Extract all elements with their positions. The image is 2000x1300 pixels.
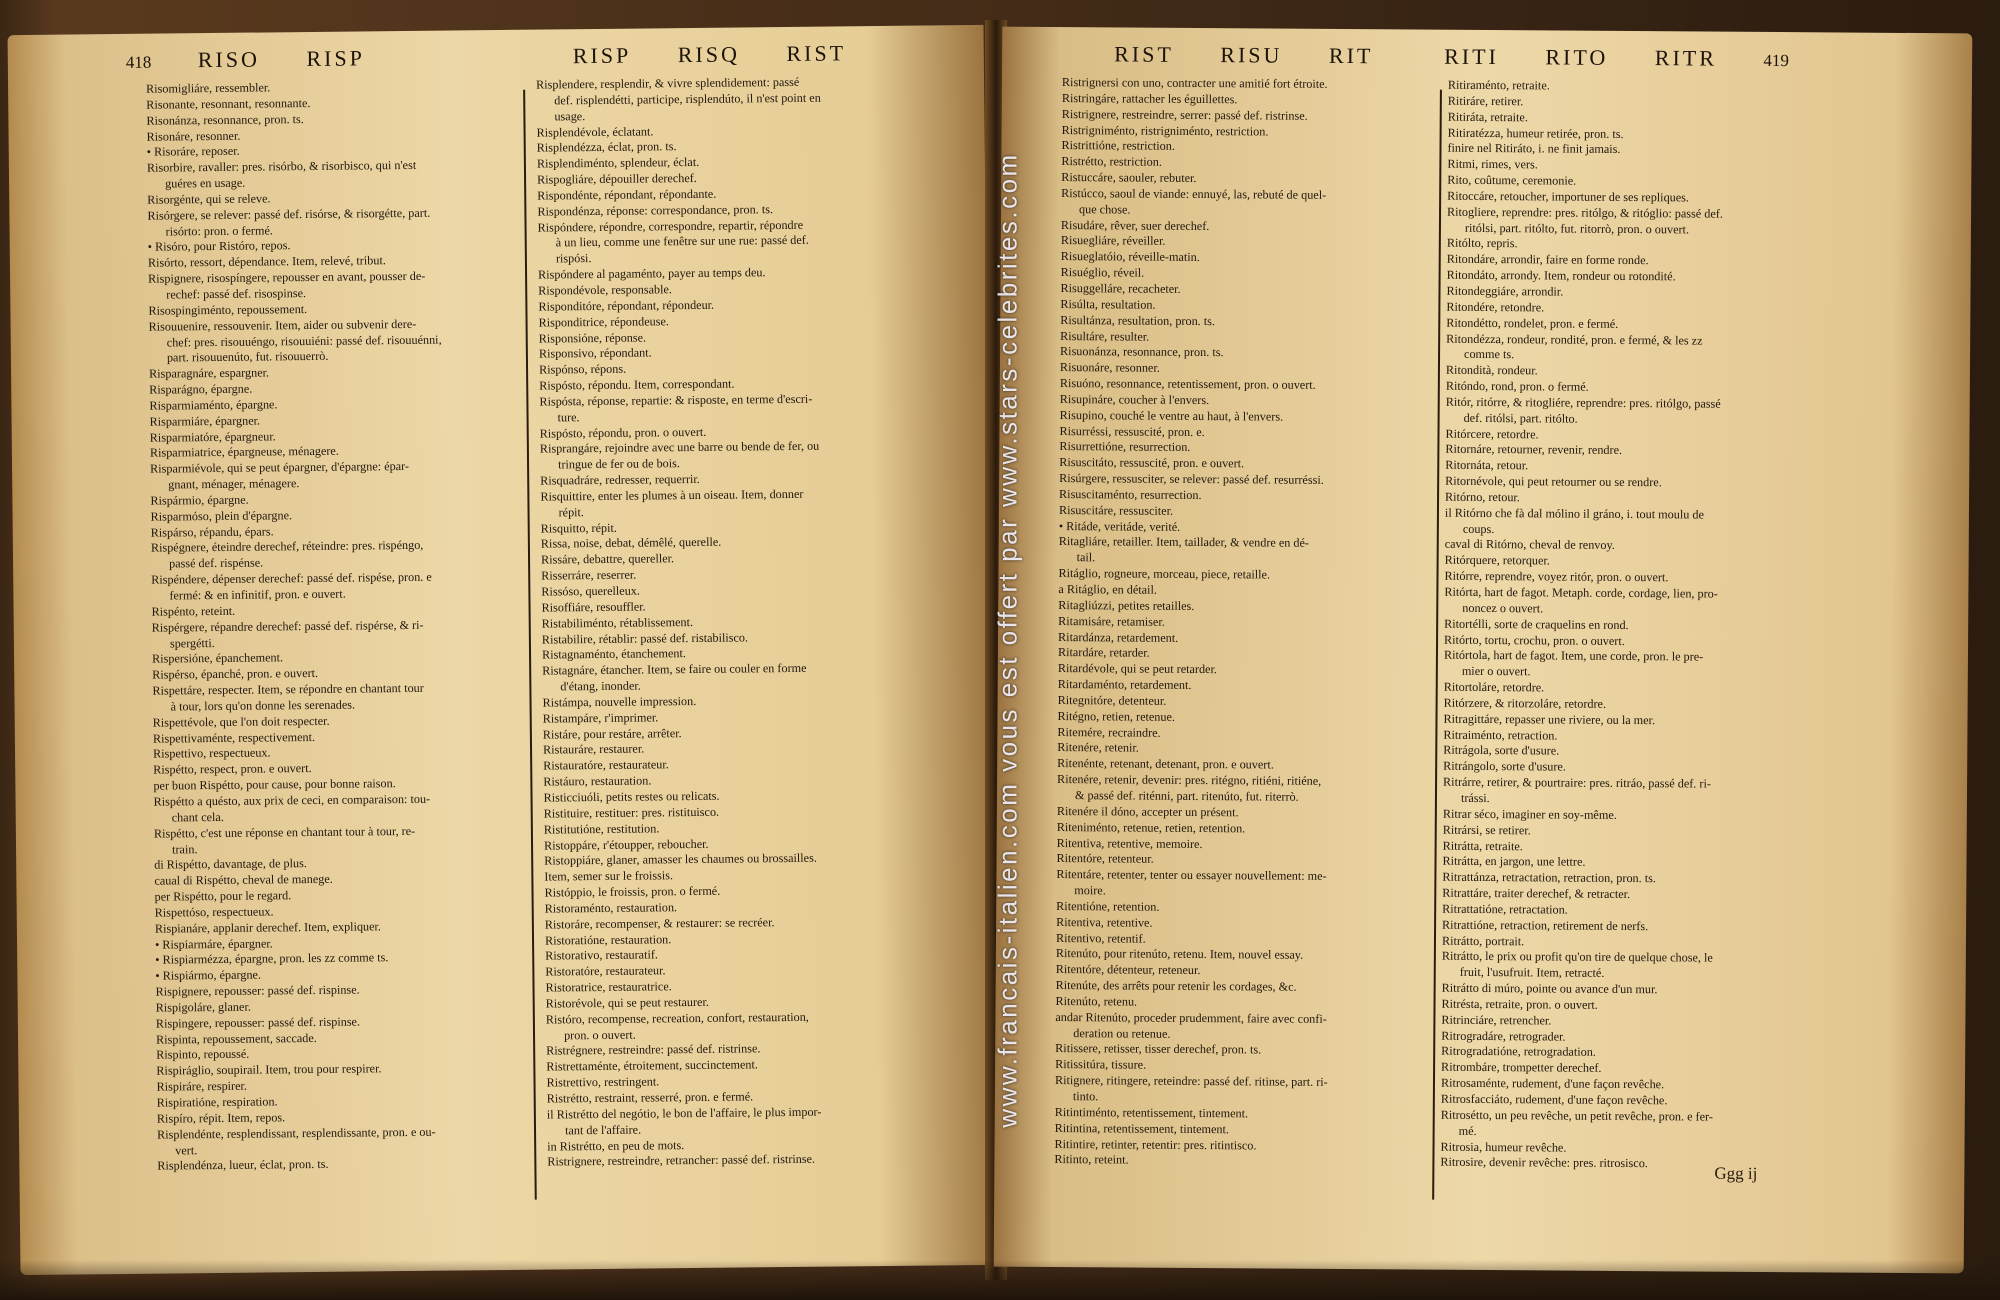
dictionary-line: Ristrétto, restraint, resserré, pron. e fermé. <box>546 1089 754 1106</box>
dictionary-line: il Ristrétto del negótio, le bon de l'affaire, le plus impor- <box>546 1104 822 1122</box>
dictionary-line: Risomigliáre, ressembler. <box>146 80 271 96</box>
dictionary-line: trássi. <box>1460 790 1490 806</box>
dictionary-line: Risórto, ressort, dépendance. Item, relevé, tribut. <box>147 253 386 270</box>
dictionary-line: Rispiratióne, respiration. <box>156 1094 278 1110</box>
dictionary-line: Risuóno, resonnance, retentissement, pron. o ouvert. <box>1059 376 1316 392</box>
dictionary-line: Ritondétto, rondelet, pron. e fermé. <box>1446 315 1619 331</box>
dictionary-line: Ritrinciáre, retrencher. <box>1441 1012 1552 1028</box>
dictionary-line: Ritrattióne, retraction, retirement de nerfs. <box>1442 917 1649 933</box>
dictionary-line: Ritrársi, se retirer. <box>1442 822 1531 837</box>
dictionary-line: coups. <box>1462 521 1495 536</box>
dictionary-line: Risquitto, répit. <box>540 520 617 536</box>
dictionary-line: pron. o ouvert. <box>563 1027 636 1042</box>
dictionary-line: Ristóppio, le froissis, pron. o fermé. <box>544 883 721 900</box>
dictionary-line: Ritrosia, humeur revêche. <box>1440 1139 1567 1155</box>
dictionary-line: Risudáre, rêver, suer derechef. <box>1060 217 1210 233</box>
dictionary-line: Ristrignere, restreindre, retrancher: passé def. ristrinse. <box>547 1152 816 1169</box>
dictionary-line: Ritondézza, rondeur, rondité, pron. e fermé, & les zz <box>1446 331 1703 348</box>
dictionary-line: Ristrétto, restriction. <box>1061 154 1162 169</box>
dictionary-line: Ritrátto, portrait. <box>1441 933 1525 948</box>
dictionary-line: Ritinto, reteint. <box>1054 1152 1129 1167</box>
dictionary-line: Risorgénte, qui se releve. <box>147 191 271 207</box>
dictionary-line: Rispinta, repoussement, saccade. <box>155 1030 317 1047</box>
dictionary-line: fermé: & en infinitif, pron. e ouvert. <box>169 586 346 603</box>
dictionary-line: Risonánza, resonnance, pron. ts. <box>146 111 304 128</box>
dictionary-line: Rispianáre, applanir derechef. Item, expliquer. <box>154 919 382 936</box>
dictionary-line: Ritrátto, le prix ou profit qu'on tire de quelque chose, le <box>1441 949 1713 966</box>
dictionary-line: Ritór, ritórre, & ritogliére, reprendre: pres. ritólgo, passé <box>1445 394 1721 411</box>
dictionary-line: Ritentiva, retentive, memoire. <box>1056 835 1203 851</box>
dictionary-line: Ristáuro, restauration. <box>543 773 652 789</box>
dictionary-line: Risupináre, coucher à l'envers. <box>1059 391 1210 407</box>
dictionary-line: spergétti. <box>169 635 215 651</box>
dictionary-line: Risplendénte, resplendissant, resplendissante, pron. e ou- <box>156 1124 436 1142</box>
dictionary-line: noncez o ouvert. <box>1462 600 1544 616</box>
dictionary-line: Risplendiménto, splendeur, éclat. <box>536 155 700 171</box>
dictionary-line: Ritrátto di múro, pointe ou avance d'un mur. <box>1441 980 1658 997</box>
dictionary-line: Ritentivo, retentif. <box>1055 930 1146 946</box>
dictionary-line: Ristoratóre, restaurateur. <box>545 963 666 979</box>
dictionary-line: rispósi. <box>555 251 592 266</box>
dictionary-line: Ritólto, repris. <box>1446 236 1518 251</box>
right-column-1 <box>1054 75 1434 1171</box>
dictionary-line: Ritiratézza, humeur retirée, pron. ts. <box>1447 125 1624 141</box>
dictionary-line: Risonante, resonnant, resonnante. <box>146 95 311 112</box>
dictionary-line: Ritáglio, rogneure, morceau, piece, retaille. <box>1058 566 1271 582</box>
dictionary-line: Rispettóso, respectueux. <box>154 904 274 920</box>
dictionary-line: Risparmiaménto, épargne. <box>149 397 278 413</box>
dictionary-line: def. ritólsi, part. ritólto. <box>1463 410 1578 426</box>
dictionary-line: Ritórta, hart de fagot. Metaph. corde, cordage, lien, pro- <box>1444 584 1718 601</box>
dictionary-line: chant cela. <box>171 809 224 825</box>
dictionary-line: ture. <box>557 409 580 425</box>
dictionary-line: Risuonánza, resonnance, pron. ts. <box>1060 344 1224 360</box>
dictionary-line: Ritórzere, & ritorzoláre, retordre. <box>1443 695 1607 711</box>
dictionary-line: Ritintina, retentissement, tintement. <box>1054 1120 1230 1136</box>
header-word: RITO <box>1545 44 1609 70</box>
dictionary-line: Riteniménto, retenue, retien, retention. <box>1056 819 1246 836</box>
dictionary-line: Rispénto, reteint. <box>151 603 236 619</box>
header-word: RITR <box>1654 45 1718 71</box>
dictionary-line: per Rispétto, pour le regard. <box>154 888 292 904</box>
dictionary-line: Risplendénza, lueur, éclat, pron. ts. <box>157 1157 329 1174</box>
dictionary-line: Risplendévole, éclatant. <box>536 123 654 140</box>
dictionary-line: in Ristrétto, en peu de mots. <box>547 1137 685 1154</box>
dictionary-line: Risupino, couché le ventre au haut, à l'envers. <box>1059 407 1284 424</box>
dictionary-line: Ritórquere, retorquer. <box>1444 553 1550 568</box>
dictionary-line: Rispíro, répit. Item, repos. <box>156 1110 286 1126</box>
dictionary-line: risórto: pron. o fermé. <box>165 222 273 239</box>
dictionary-line: Risorbire, ravaller: pres. risórbo, & risorbisco, qui n'est <box>146 158 417 175</box>
dictionary-line: répit. <box>558 504 585 520</box>
dictionary-line: Rispérso, épanché, pron. e ouvert. <box>152 666 319 682</box>
dictionary-line: Ritrátta, retraite. <box>1442 838 1523 853</box>
dictionary-line: Ritrosfacciáto, rudement, d'une façon revêche. <box>1440 1091 1668 1108</box>
dictionary-line: Ristitutióne, restitution. <box>543 821 660 837</box>
dictionary-line: Risurrettióne, resurrection. <box>1059 439 1191 455</box>
dictionary-line: Ritórre, reprendre, voyez ritór, pron. o ouvert. <box>1444 568 1669 585</box>
dictionary-line: Ritentóre, détenteur, reteneur. <box>1055 962 1201 978</box>
dictionary-line: Ritortélli, sorte de craquelins en rond. <box>1444 616 1629 632</box>
right-page-number: 419 <box>1763 50 1790 71</box>
dictionary-line: d'étang, inonder. <box>560 678 641 694</box>
dictionary-line: Rissóso, querelleux. <box>541 583 640 599</box>
dictionary-line: Ristagnaménto, étanchement. <box>541 646 686 662</box>
header-word: RIST <box>786 40 847 66</box>
signature-mark: Ggg ij <box>1714 1163 1758 1183</box>
dictionary-line: caval di Ritórno, cheval de renvoy. <box>1444 537 1615 553</box>
dictionary-line: Ritégno, retien, retenue. <box>1057 708 1176 724</box>
dictionary-line: tringue de fer ou de bois. <box>557 456 680 472</box>
dictionary-line: Risquittire, enter les plumes à un oiseau. Item, donner <box>540 486 804 504</box>
dictionary-line: Ritiráre, retirer. <box>1447 93 1524 109</box>
dictionary-line: Ritamisáre, retamiser. <box>1058 613 1165 629</box>
dictionary-line: Risospingiménto, repoussement. <box>148 301 308 318</box>
dictionary-line: Risuonáre, resonner. <box>1059 360 1160 375</box>
dictionary-line: tail. <box>1076 550 1096 565</box>
dictionary-line: mé. <box>1458 1123 1477 1138</box>
dictionary-line: Ristoppiáre, glaner, amasser les chaumes ou brossailles. <box>544 851 817 868</box>
dictionary-line: tant de l'affaire. <box>564 1122 642 1138</box>
dictionary-line: Risultáre, resulter. <box>1060 328 1150 344</box>
dictionary-line: Ritenúto, retenu. <box>1055 993 1138 1009</box>
dictionary-line: Risparmóso, plein d'épargne. <box>150 507 293 524</box>
dictionary-line: Ristrigniménto, ristrigniménto, restriction. <box>1061 122 1269 139</box>
dictionary-line: Risultánza, resultation, pron. ts. <box>1060 312 1216 328</box>
dictionary-line: Rispondénte, répondant, répondante. <box>537 186 717 203</box>
header-word: RISP <box>306 45 366 72</box>
dictionary-line: Rispétto a quésto, aux prix de ceci, en comparaison: tou- <box>153 791 431 809</box>
dictionary-line: finire nel Ritiráto, i. ne finit jamais. <box>1447 141 1621 157</box>
dictionary-line: Rispogliáre, dépouiller derechef. <box>537 170 697 187</box>
dictionary-line: Ristauratóre, restaurateur. <box>543 757 669 773</box>
dictionary-line: a Ritáglio, en détail. <box>1058 582 1157 597</box>
dictionary-line: Rispignere, risospíngere, repousser en avant, pousser de- <box>148 268 426 286</box>
dictionary-line: Ritórcere, retordre. <box>1445 426 1539 441</box>
header-word: RISU <box>1220 42 1283 68</box>
dictionary-line: Risúlta, resultation. <box>1060 296 1156 312</box>
dictionary-line: Risórgere, se relever: passé def. risórse, & risorgétte, part. <box>147 205 431 223</box>
dictionary-line: chef: pres. risouuéngo, risouuiéni: passé def. risouuénni, <box>166 332 442 349</box>
dictionary-line: Rito, coûtume, ceremonie. <box>1447 172 1577 188</box>
dictionary-line: Ritrombáre, trompetter derechef. <box>1441 1060 1602 1076</box>
dictionary-line: per buon Rispétto, pour cause, pour bonne raison. <box>153 776 396 793</box>
dictionary-line: Risouuenire, ressouvenir. Item, aider ou subvenir dere- <box>148 316 417 334</box>
dictionary-line: Ritondére, retondre. <box>1446 299 1545 315</box>
dictionary-line: Ritentáre, retenter, tenter ou essayer nouvellement: me- <box>1056 867 1327 884</box>
bottom-shadow <box>0 1260 2000 1300</box>
dictionary-line: Ristorativo, restauratif. <box>545 947 658 963</box>
dictionary-line: Rispóndere al pagaménto, payer au temps deu. <box>537 265 766 282</box>
dictionary-line: Ristabiliménto, rétablissement. <box>541 614 694 631</box>
dictionary-line: Rispétto, c'est une réponse en chantant tour à tour, re- <box>153 823 416 841</box>
dictionary-line: Ristúcco, saoul de viande: ennuyé, las, rebuté de quel- <box>1061 185 1327 202</box>
dictionary-line: Ritrosire, devenir revêche: pres. ritrosisco. <box>1440 1155 1648 1171</box>
dictionary-line: Rispérgere, répandre derechef: passé def. rispérse, & ri- <box>151 617 424 635</box>
dictionary-line: Ristabilire, rétablir: passé def. ristabilisco. <box>541 629 749 647</box>
header-word: RISO <box>197 46 261 73</box>
dictionary-line: Ritiraménto, retraite. <box>1447 77 1550 93</box>
dictionary-line: Rispiráre, respirer. <box>156 1078 247 1094</box>
dictionary-line: Ristoppáre, r'étoupper, reboucher. <box>543 836 709 853</box>
dictionary-line: Ritignere, ritingere, reteindre: passé def. ritinse, part. ri- <box>1054 1073 1328 1090</box>
dictionary-line: Rispóndere, répondre, correspondre, repartir, répondre <box>537 217 804 235</box>
dictionary-line: Rispettáre, respecter. Item, se répondre en chantant tour <box>152 680 424 698</box>
dictionary-line: Ritardánza, retardement. <box>1058 629 1179 645</box>
dictionary-line: Ritrosétto, un peu revêche, un petit revêche, pron. e fer- <box>1440 1107 1713 1124</box>
dictionary-line: • Risóro, pour Ristóro, repos. <box>147 238 291 255</box>
dictionary-line: Rispignere, repousser: passé def. rispinse. <box>155 982 360 999</box>
dictionary-line: & passé def. riténni, part. ritenúto, fut. riterrò. <box>1074 788 1299 804</box>
dictionary-line: Ristámpa, nouvelle impression. <box>542 693 697 710</box>
dictionary-line: Ritardaménto, retardement. <box>1057 677 1192 693</box>
dictionary-line: Risuéglio, réveil. <box>1060 265 1145 280</box>
dictionary-line: Ritogliere, reprendre: pres. ritólgo, & ritóglio: passé def. <box>1447 204 1723 221</box>
dictionary-line: Risonáre, resonner. <box>146 128 241 144</box>
dictionary-line: Ritondità, rondeur. <box>1445 362 1538 378</box>
dictionary-line: Ristoratrice, restauratrice. <box>545 979 672 995</box>
dictionary-line: Risplendere, resplendir, & vivre splendidement: passé <box>536 74 800 92</box>
dictionary-line: Ristrittióne, restriction. <box>1061 138 1175 154</box>
dictionary-line: Ritardévole, qui se peut retarder. <box>1057 661 1217 677</box>
dictionary-line: passé def. rispénse. <box>169 555 264 571</box>
dictionary-line: Ristoraménto, restauration. <box>544 900 678 916</box>
dictionary-line: Ritagliáre, retailler. Item, taillader, & vendre en dé- <box>1058 534 1310 551</box>
dictionary-line: Ristampáre, r'imprimer. <box>542 710 659 726</box>
dictionary-line: def. risplendétti, participe, risplendúto, il n'est point en <box>554 90 821 108</box>
dictionary-line: rechef: passé def. risospinse. <box>166 286 307 302</box>
dictionary-line: Ritrattatióne, retractation. <box>1442 901 1568 917</box>
dictionary-line: Risúrgere, ressusciter, se relever: passé def. resurréssi. <box>1059 471 1324 487</box>
dictionary-line: Ristagnáre, étancher. Item, se faire ou couler en forme <box>542 661 807 678</box>
dictionary-line: train. <box>171 841 198 856</box>
dictionary-line: Risparmiatrice, épargneuse, ménagere. <box>149 444 339 461</box>
dictionary-line: Ritentóre, retenteur. <box>1056 851 1154 867</box>
dictionary-line: à tour, lors qu'on donne les serenades. <box>170 697 356 714</box>
dictionary-line: Ritraiménto, retraction. <box>1443 727 1558 743</box>
dictionary-line: Ritragittáre, repasser une riviere, ou la mer. <box>1443 711 1656 727</box>
dictionary-line: Rispónso, répons. <box>538 361 627 377</box>
dictionary-line: Ristringáre, rattacher les éguillettes. <box>1061 90 1238 107</box>
dictionary-line: Ritintire, retinter, retentir: pres. ritintisco. <box>1054 1136 1257 1152</box>
dictionary-line: Ritissere, retisser, tisser derechef, pron. ts. <box>1055 1041 1262 1057</box>
dictionary-line: Rispégnere, éteindre derechef, réteindre: pres. rispéngo, <box>150 538 424 556</box>
dictionary-line: Ritemére, recraindre. <box>1057 724 1161 740</box>
dictionary-line: Risticciuóli, petits restes ou relicats. <box>543 788 720 805</box>
dictionary-line: Risparágno, épargne. <box>149 381 253 397</box>
dictionary-line: Ritrosaménte, rudement, d'une façon revêche. <box>1440 1075 1665 1092</box>
header-word: RITI <box>1444 43 1499 70</box>
dictionary-line: Ristituire, restituer: pres. ristituisco. <box>543 804 720 821</box>
dictionary-line: Ritrar séco, imaginer en soy-même. <box>1442 806 1617 822</box>
dictionary-line: il Ritórno che fà dal mólino il gráno, i. tout moulu de <box>1444 505 1704 522</box>
header-word: RIST <box>1114 41 1174 67</box>
dictionary-line: fruit, l'usufruit. Item, retracté. <box>1459 965 1605 981</box>
dictionary-line: Rispondénza, réponse: correspondance, pron. ts. <box>537 201 774 219</box>
dictionary-line: Ritentióne, retention. <box>1056 898 1160 914</box>
dictionary-line: Risponditrice, répondeuse. <box>538 313 669 330</box>
dictionary-line: que chose. <box>1079 201 1131 217</box>
dictionary-line: Risplendézza, éclat, pron. ts. <box>536 139 677 155</box>
dictionary-line: Ritentiva, retentive. <box>1056 914 1153 930</box>
dictionary-line: Ritagliúzzi, petites retailles. <box>1058 597 1195 613</box>
dictionary-line: à un lieu, comme une fenêtre sur une rue: passé def. <box>555 233 809 250</box>
dictionary-line: Ristoratióne, restauration. <box>544 931 672 948</box>
dictionary-line: Ritrattáre, traiter derechef, & retracter. <box>1442 885 1631 902</box>
dictionary-line: Rissáre, debattre, quereller. <box>540 551 675 567</box>
dictionary-line: Risoffiáre, resouffler. <box>541 599 646 615</box>
dictionary-line: Ritondáto, arrondy. Item, rondeur ou rotondité. <box>1446 267 1676 284</box>
dictionary-line: Ritrogradatióne, retrogradation. <box>1441 1044 1596 1060</box>
dictionary-line: Ristrignersi con uno, contracter une amitié fort étroite. <box>1061 75 1328 91</box>
right-page <box>994 27 1973 1274</box>
dictionary-line: Ritóndo, rond, pron. o fermé. <box>1445 378 1589 394</box>
dictionary-line: Ristoráre, recompenser, & restaurer: se recréer. <box>544 914 775 932</box>
dictionary-line: Ristrignere, restreindre, serrer: passé def. ristrinse. <box>1061 106 1308 123</box>
dictionary-line: part. risouuenúto, fut. risouuerrò. <box>166 349 329 365</box>
dictionary-line: Risuggelláre, recacheter. <box>1060 281 1181 296</box>
dictionary-line: Ritegnitóre, detenteur. <box>1057 692 1167 708</box>
dictionary-line: Ritrágola, sorte d'usure. <box>1443 743 1560 758</box>
dictionary-line: Risurréssi, ressuscité, pron. e. <box>1059 423 1205 439</box>
dictionary-line: • Ritáde, veritáde, verité. <box>1058 518 1181 534</box>
left-column-1 <box>146 78 557 1175</box>
dictionary-line: di Rispétto, davantage, de plus. <box>154 856 307 872</box>
dictionary-line: moire. <box>1074 883 1106 898</box>
dictionary-line: Ritenénte, retenant, detenant, pron. e ouvert. <box>1057 756 1274 772</box>
dictionary-line: andar Ritenúto, proceder prudemment, faire avec confi- <box>1055 1009 1327 1026</box>
dictionary-line: Rispiráglio, soupirail. Item, trou pour respirer. <box>156 1061 382 1078</box>
dictionary-line: Risueglatóio, réveille-matin. <box>1060 249 1200 265</box>
dictionary-line: Risquadráre, redresser, requerrir. <box>540 472 700 488</box>
dictionary-line: Rispósto, répondu. Item, correspondant. <box>539 376 735 393</box>
watermark-text: www.francais-italien.com vous est offert par www.stars-celebrites.com <box>992 152 1023 1128</box>
dictionary-line: guéres en usage. <box>165 175 246 191</box>
dictionary-line: Risprangáre, rejoindre avec une barre ou bende de fer, ou <box>539 439 820 456</box>
dictionary-line: Ritrátta, en jargon, une lettre. <box>1442 854 1586 870</box>
dictionary-line: Risparmiévole, qui se peut épargner, d'épargne: épar- <box>150 459 410 476</box>
dictionary-line: Ritortoláre, retordre. <box>1443 679 1545 695</box>
dictionary-line: Ritórtola, hart de fagot. Item, une corde, pron. le pre- <box>1443 648 1704 664</box>
dictionary-line: mier o ouvert. <box>1461 664 1531 679</box>
dictionary-line: • Risoráre, reposer. <box>146 144 240 160</box>
dictionary-line: Ritornáta, retour. <box>1445 457 1529 473</box>
header-word: RISP <box>572 42 632 69</box>
dictionary-line: Rissa, noise, debat, démêlé, querelle. <box>540 535 722 552</box>
dictionary-line: Ritenúte, des arrêts pour retenir les cordages, &c. <box>1055 978 1297 994</box>
left-page <box>8 25 997 1275</box>
dictionary-line: Rispettivo, respectueux. <box>152 745 271 762</box>
dictionary-line: Rispétto, respect, pron. e ouvert. <box>153 761 312 777</box>
dictionary-line: Ristáre, pour restáre, arrêter. <box>542 725 682 742</box>
dictionary-line: Risserráre, reserrer. <box>541 567 637 583</box>
dictionary-line: Risponsivo, répondant. <box>538 345 652 361</box>
dictionary-line: Risparagnáre, espargner. <box>149 365 270 381</box>
dictionary-line: Rispettévole, que l'on doit respecter. <box>152 713 330 730</box>
dictionary-line: Ritenére, retenir. <box>1057 740 1139 756</box>
right-column-2 <box>1440 78 1878 1174</box>
left-page-number: 418 <box>125 52 152 72</box>
dictionary-line: Risuscitaménto, resurrection. <box>1059 486 1202 502</box>
dictionary-line: • Rispiarmáre, épargner. <box>154 935 273 952</box>
dictionary-line: Risuegliáre, réveiller. <box>1060 233 1166 249</box>
dictionary-line: Rispinto, repoussé. <box>156 1047 250 1063</box>
header-word: RIT <box>1328 42 1374 69</box>
left-column-2 <box>536 73 967 1171</box>
dictionary-line: Ritondáre, arrondir, faire en forme ronde. <box>1446 252 1649 268</box>
dictionary-line: Ritrogradáre, retrograder. <box>1441 1028 1566 1044</box>
dictionary-line: • Rispiarmézza, épargne, pron. les zz comme ts. <box>155 950 389 968</box>
dictionary-line: Ritornáre, retourner, revenir, rendre. <box>1445 442 1623 458</box>
dictionary-line: Rispósta, réponse, repartie: & risposte, en terme d'escri- <box>539 391 813 409</box>
dictionary-line: Ristóro, recompense, recreation, confort, restauration, <box>545 1009 809 1027</box>
dictionary-line: Rispósto, répondu, pron. o ouvert. <box>539 424 707 441</box>
dictionary-line: Rispettivaménte, respectivement. <box>152 729 316 746</box>
dictionary-line: tinto. <box>1072 1089 1099 1104</box>
dictionary-line: Ritoccáre, retoucher, importuner de ses repliques. <box>1447 188 1690 205</box>
dictionary-line: Ritrárre, retirer, & pourtraire: pres. ritráo, passé def. ri- <box>1443 774 1711 791</box>
dictionary-line: Rispondévole, responsable. <box>538 282 673 298</box>
dictionary-line: Ristuccáre, saouler, rebuter. <box>1061 170 1197 186</box>
dictionary-line: Ritrésta, retraite, pron. o ouvert. <box>1441 996 1598 1012</box>
dictionary-line: Risponsióne, réponse. <box>538 329 647 346</box>
dictionary-line: Rispárso, répandu, épars. <box>150 524 274 540</box>
dictionary-line: Rispingere, repousser: passé def. rispinse. <box>155 1014 361 1031</box>
dictionary-line: gnant, ménager, ménagere. <box>168 476 300 492</box>
dictionary-line: • Rispiármo, épargne. <box>155 967 262 983</box>
dictionary-line: Ritenére il dóno, accepter un présent. <box>1056 803 1239 820</box>
dictionary-line: comme ts. <box>1464 347 1515 362</box>
dictionary-line: Rispigoláre, glaner. <box>155 999 251 1015</box>
dictionary-line: Ristrégnere, restreindre: passé def. ristrinse. <box>546 1041 761 1059</box>
dictionary-line: Rispármio, épargne. <box>150 492 249 508</box>
dictionary-line: Ritondeggiáre, arrondir. <box>1446 283 1564 299</box>
dictionary-line: Item, semer sur le froissis. <box>544 868 674 884</box>
dictionary-line: Ristorévole, qui se peut restaurer. <box>545 994 709 1011</box>
dictionary-line: Ristrettivo, restringent. <box>546 1074 660 1090</box>
dictionary-line: caual di Rispétto, cheval de manege. <box>154 871 333 888</box>
dictionary-line: Rispéndere, dépenser derechef: passé def. rispése, pron. e <box>151 569 432 587</box>
dictionary-line: Ritardáre, retarder. <box>1057 645 1150 661</box>
dictionary-line: Ritrángolo, sorte d'usure. <box>1443 759 1566 774</box>
dictionary-line: Ritórno, retour. <box>1445 489 1520 505</box>
dictionary-line: Ristrettaménte, étroitement, succinctement. <box>546 1057 758 1074</box>
header-word: RISQ <box>677 41 741 68</box>
dictionary-line: Ritenére, retenir, devenir: pres. ritégno, ritiéni, ritiéne, <box>1057 772 1322 788</box>
dictionary-line: Ritintiménto, retentissement, tintement. <box>1054 1104 1249 1121</box>
dictionary-line: Ritiráta, retraite. <box>1447 109 1528 124</box>
dictionary-line: Ritrattánza, retractation, retraction, pron. ts. <box>1442 869 1656 886</box>
dictionary-line: Ritórto, tortu, crochu, pron. o ouvert. <box>1444 632 1625 648</box>
dictionary-line: Ritenúto, pour ritenúto, retenu. Item, nouvel essay. <box>1055 946 1304 963</box>
dictionary-line: Ritornévole, qui peut retourner ou se rendre. <box>1445 473 1662 490</box>
dictionary-line: Risponditóre, répondant, répondeur. <box>538 297 715 314</box>
dictionary-line: vert. <box>175 1142 198 1157</box>
dictionary-line: Ritissitúra, tissure. <box>1055 1057 1147 1072</box>
dictionary-line: ritólsi, part. ritólto, fut. ritorrò, pron. o ouvert. <box>1464 220 1690 237</box>
dictionary-line: Rispersióne, épanchement. <box>152 650 284 667</box>
dictionary-line: Ristauráre, restaurer. <box>542 741 645 758</box>
dictionary-line: usage. <box>554 108 586 124</box>
dictionary-line: deration ou retenue. <box>1073 1025 1171 1041</box>
dictionary-line: Ritmi, rimes, vers. <box>1447 156 1538 172</box>
dictionary-line: Risuscitáto, ressuscité, pron. e ouvert. <box>1059 455 1245 471</box>
dictionary-line: Risuscitáre, ressusciter. <box>1058 502 1174 518</box>
dictionary-line: Risparmiáre, épargner. <box>149 413 261 429</box>
dictionary-line: Risparmiatóre, épargneur. <box>149 428 276 445</box>
